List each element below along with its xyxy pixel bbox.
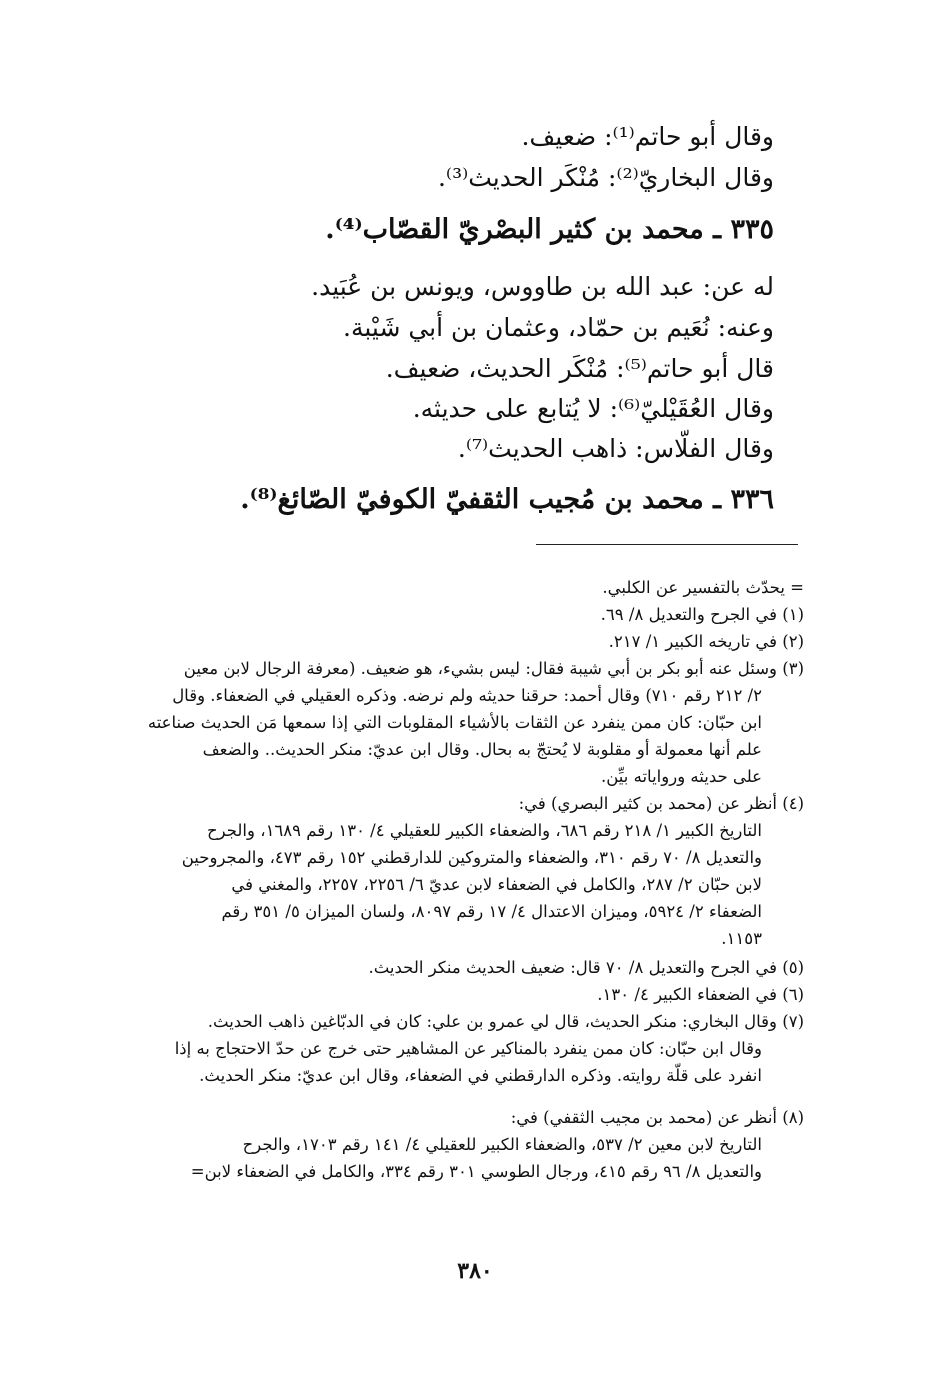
footnote-line: (٦) في الضعفاء الكبير ٤/ ١٣٠. bbox=[597, 985, 804, 1004]
footnote-line: ١١٥٣. bbox=[721, 929, 762, 948]
entry-heading-336: ٣٣٦ ـ محمد بن مُجيب الثقفيّ الكوفيّ الصّائغ⁽⁸⁾. bbox=[240, 484, 774, 515]
footnote-line: (١) في الجرح والتعديل ٨/ ٦٩. bbox=[600, 605, 804, 624]
main-line: له عن: عبد الله بن طاووس، ويونس بن عُبَيد. bbox=[311, 272, 774, 301]
footnote-line: (٢) في تاريخه الكبير ١/ ٢١٧. bbox=[608, 632, 804, 651]
footnote-line: الضعفاء ٢/ ٥٩٢٤، وميزان الاعتدال ٤/ ١٧ رقم ٨٠٩٧، ولسان الميزان ٥/ ٣٥١ رقم bbox=[221, 902, 762, 921]
footnote-line: والتعديل ٨/ ٩٦ رقم ٤١٥، ورجال الطوسي ٣٠١ رقم ٣٣٤، والكامل في الضعفاء لابن= bbox=[190, 1162, 762, 1181]
main-line: قال أبو حاتم⁽⁵⁾: مُنْكَر الحديث، ضعيف. bbox=[385, 354, 774, 383]
entry-heading-335: ٣٣٥ ـ محمد بن كثير البصْريّ القصّاب⁽⁴⁾. bbox=[325, 214, 774, 245]
main-line: وقال البخاريّ⁽²⁾: مُنْكَر الحديث⁽³⁾. bbox=[437, 163, 774, 192]
footnote-line: على حديثه ورواياته بيِّن. bbox=[601, 767, 762, 786]
main-line: وقال أبو حاتم⁽¹⁾: ضعيف. bbox=[521, 122, 774, 151]
footnote-line: ابن حبّان: كان ممن ينفرد عن الثقات بالأشياء المقلوبات التي إذا سمعها مَن الحديث صناعته bbox=[147, 713, 762, 732]
footnote-line: والتعديل ٨/ ٧٠ رقم ٣١٠، والضعفاء والمتروكين للدارقطني ١٥٢ رقم ٤٧٣، والمجروحين bbox=[181, 848, 762, 867]
footnote-line: (٣) وسئل عنه أبو بكر بن أبي شيبة فقال: ليس بشيء، هو ضعيف. (معرفة الرجال لابن معين bbox=[183, 659, 804, 678]
footnote-line: (٥) في الجرح والتعديل ٨/ ٧٠ قال: ضعيف الحديث منكر الحديث. bbox=[368, 958, 804, 977]
footnote-line: علم أنها معمولة أو مقلوبة لا يُحتجّ به بحال. وقال ابن عديّ: منكر الحديث.. والضعف bbox=[202, 740, 762, 759]
footnote-line: لابن حبّان ٢/ ٢٨٧، والكامل في الضعفاء لابن عديّ ٦/ ٢٢٥٦، ٢٢٥٧، والمغني في bbox=[231, 875, 762, 894]
main-line: وقال العُقَيْليّ⁽⁶⁾: لا يُتابع على حديثه. bbox=[412, 394, 774, 423]
footnote-line: (٨) أنظر عن (محمد بن مجيب الثقفي) في: bbox=[510, 1108, 804, 1127]
footnote-separator bbox=[536, 544, 798, 545]
footnote-line: (٧) وقال البخاري: منكر الحديث، قال لي عمرو بن علي: كان في الدبّاغين ذاهب الحديث. bbox=[207, 1012, 804, 1031]
footnote-line: انفرد على قلّة روايته. وذكره الدارقطني في الضعفاء، وقال ابن عديّ: منكر الحديث. bbox=[199, 1066, 762, 1085]
main-line: وعنه: نُعَيم بن حمّاد، وعثمان بن أبي شَيْبة. bbox=[343, 313, 774, 342]
footnote-line: ٢/ ٢١٢ رقم ٧١٠) وقال أحمد: حرقنا حديثه ولم نرضه. وذكره العقيلي في الضعفاء. وقال bbox=[172, 686, 762, 705]
main-line: وقال الفلّاس: ذاهب الحديث⁽⁷⁾. bbox=[457, 434, 774, 463]
footnote-line: وقال ابن حبّان: كان ممن ينفرد بالمناكير عن المشاهير حتى خرج عن حدّ الاحتجاج به إذا bbox=[174, 1039, 762, 1058]
footnote-line: التاريخ لابن معين ٢/ ٥٣٧، والضعفاء الكبير للعقيلي ٤/ ١٤١ رقم ١٧٠٣، والجرح bbox=[242, 1135, 762, 1154]
footnote-line: التاريخ الكبير ١/ ٢١٨ رقم ٦٨٦، والضعفاء الكبير للعقيلي ٤/ ١٣٠ رقم ١٦٨٩، والجرح bbox=[207, 821, 762, 840]
page-number: ٣٨٠ bbox=[457, 1258, 493, 1284]
footnote-line: (٤) أنظر عن (محمد بن كثير البصري) في: bbox=[518, 794, 804, 813]
footnote-line: = يحدّث بالتفسير عن الكلبي. bbox=[602, 578, 804, 597]
